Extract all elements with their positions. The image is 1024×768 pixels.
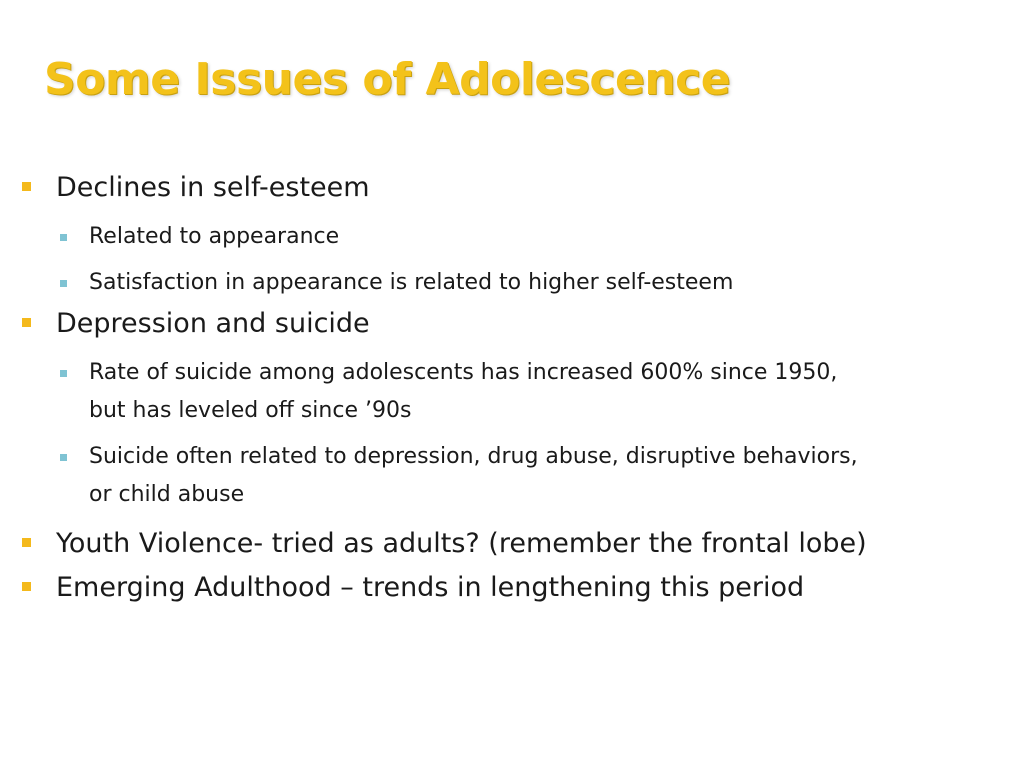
bullet-item [0,302,896,346]
sub-bullet-item [0,264,879,302]
bullet-text: Emerging Adulthood – trends in lengthening this period [56,572,805,603]
square-bullet-icon [60,454,67,461]
sub-bullet-item [0,218,879,256]
sub-bullet-item [0,438,879,514]
square-bullet-icon [60,234,67,241]
square-bullet-icon [22,182,31,191]
bullet-item [0,566,896,610]
square-bullet-icon [22,538,31,547]
square-bullet-icon [60,280,67,287]
sub-bullet-item [0,354,879,430]
bullet-item [0,522,896,566]
bullet-text: Depression and suicide [56,308,370,339]
square-bullet-icon [22,318,31,327]
square-bullet-icon [22,582,31,591]
sub-bullet-text: Related to appearance [89,224,340,249]
sub-bullet-text: Suicide often related to depression, drug abuse, disruptive behaviors, or child abuse [89,444,858,507]
sub-bullet-text: Satisfaction in appearance is related to higher self-esteem [89,270,734,295]
bullet-item [0,166,896,210]
sub-bullet-text: Rate of suicide among adolescents has increased 600% since 1950, but has leveled off since ’90s [89,360,838,423]
square-bullet-icon [60,370,67,377]
bullet-list [0,166,1024,610]
slide-title: Some Issues of Adolescence [44,54,731,105]
bullet-text: Declines in self-esteem [56,172,370,203]
bullet-text: Youth Violence- tried as adults? (remember the frontal lobe) [56,528,867,559]
